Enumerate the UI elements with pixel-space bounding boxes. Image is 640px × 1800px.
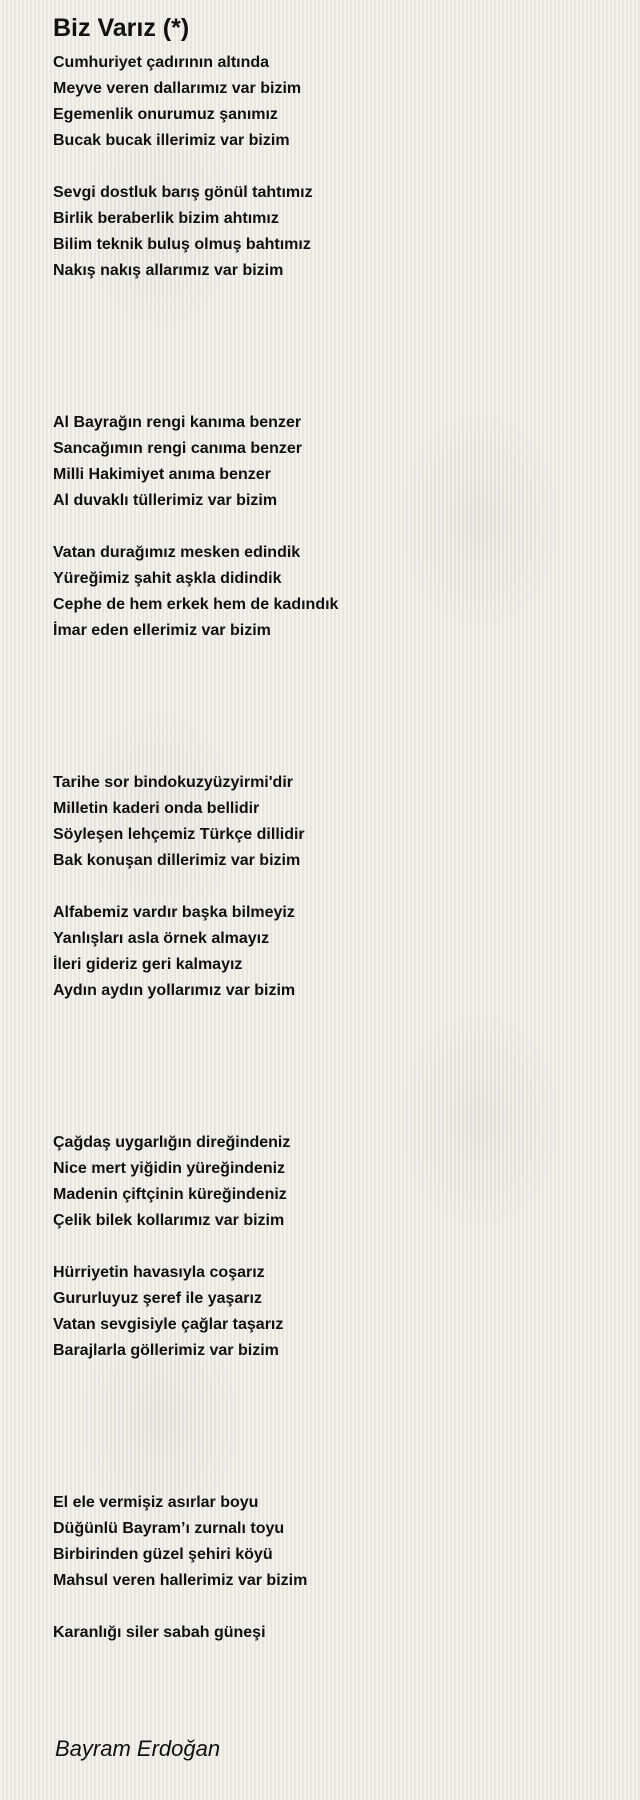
poem-section-5 [53,1490,307,1672]
poem-line: Egemenlik onurumuz şanımız [53,106,278,123]
poem-line: Birbirinden güzel şehiri köyü [53,1546,273,1563]
poem-line: Düğünlü Bayram’ı zurnalı toyu [53,1520,285,1537]
poem-section-1 [53,50,313,310]
stanza [53,410,338,514]
poem-author: Bayram Erdoğan [55,1736,221,1761]
poem-line: İmar eden ellerimiz var bizim [53,622,271,639]
poem-line: Al duvaklı tüllerimiz var bizim [53,492,278,509]
poem-line: El ele vermişiz asırlar boyu [53,1494,259,1511]
poem-line: Nice mert yiğidin yüreğindeniz [53,1160,286,1177]
poem-line: Yüreğimiz şahit aşkla didindik [53,570,282,587]
poem-section-3 [53,770,305,1030]
poem-title: Biz Varız (*) [53,14,190,42]
poem-line: İleri gideriz geri kalmayız [53,956,243,973]
poem-line: Milletin kaderi onda bellidir [53,800,260,817]
poem-line: Hürriyetin havasıyla coşarız [53,1264,265,1281]
poem-line: Barajlarla göllerimiz var bizim [53,1342,279,1359]
stanza [53,1620,307,1646]
poem-line: Cephe de hem erkek hem de kadındık [53,596,339,613]
poem-section-2 [53,410,338,670]
poem-line: Bilim teknik buluş olmuş bahtımız [53,236,311,253]
poem-line: Vatan durağımız mesken edindik [53,544,301,561]
poem-line: Vatan sevgisiyle çağlar taşarız [53,1316,284,1333]
poem-line: Tarihe sor bindokuzyüzyirmi'dir [53,774,293,791]
poem-line: Birlik beraberlik bizim ahtımız [53,210,279,227]
poem-line: Bak konuşan dillerimiz var bizim [53,852,301,869]
poem-line: Aydın aydın yollarımız var bizim [53,982,296,999]
stanza [53,770,305,874]
poem-section-4 [53,1130,290,1390]
poem-line: Sevgi dostluk barış gönül tahtımız [53,184,313,201]
poem-line: Nakış nakış allarımız var bizim [53,262,284,279]
stanza [53,540,338,644]
stanza [53,1260,290,1364]
poem-line: Bucak bucak illerimiz var bizim [53,132,290,149]
stanza [53,1130,290,1234]
poem-line: Karanlığı siler sabah güneşi [53,1624,266,1641]
stanza [53,50,313,154]
poem-line: Söyleşen lehçemiz Türkçe dillidir [53,826,305,843]
poem-line: Madenin çiftçinin küreğindeniz [53,1186,287,1203]
poem-line: Gururluyuz şeref ile yaşarız [53,1290,262,1307]
poem-line: Sancağımın rengi canıma benzer [53,440,302,457]
poem-line: Mahsul veren hallerimiz var bizim [53,1572,308,1589]
poem-line: Cumhuriyet çadırının altında [53,54,270,71]
poem-line: Çağdaş uygarlığın direğindeniz [53,1134,291,1151]
poem-line: Meyve veren dallarımız var bizim [53,80,302,97]
stanza [53,1490,307,1594]
poem-line: Al Bayrağın rengi kanıma benzer [53,414,302,431]
poem-line: Yanlışları asla örnek almayız [53,930,270,947]
poem-line: Çelik bilek kollarımız var bizim [53,1212,285,1229]
stanza [53,900,305,1004]
poem-line: Alfabemiz vardır başka bilmeyiz [53,904,295,921]
poem-line: Milli Hakimiyet anıma benzer [53,466,271,483]
stanza [53,180,313,284]
